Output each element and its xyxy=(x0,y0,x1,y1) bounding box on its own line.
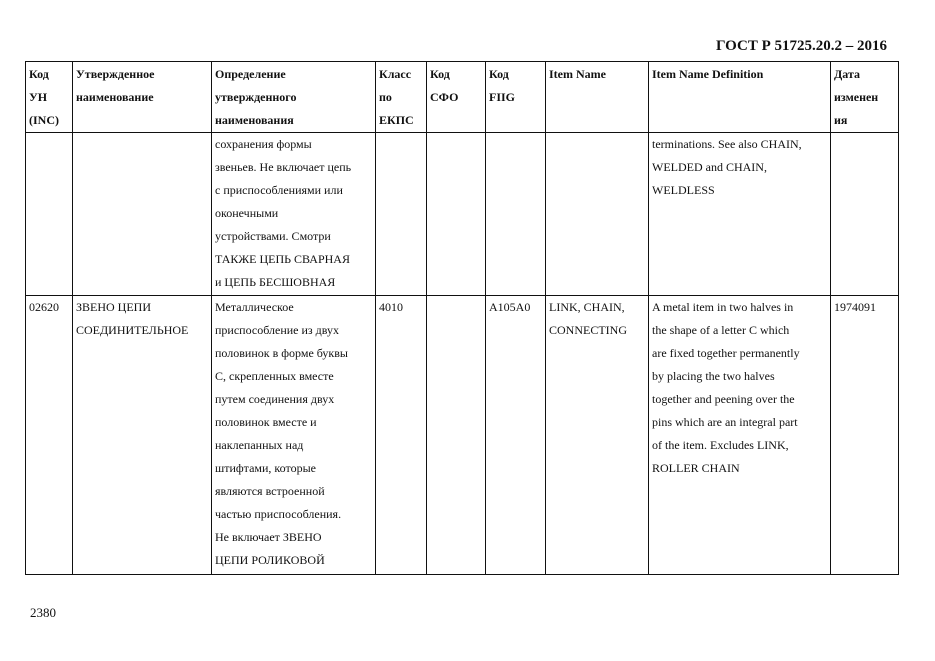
header-line: Код xyxy=(29,67,49,81)
document-code: ГОСТ Р 51725.20.2 – 2016 xyxy=(715,38,887,54)
header-line: ЕКПС xyxy=(379,113,414,127)
cell-line: LINK, CHAIN, xyxy=(549,300,625,314)
column-header-ekps-class xyxy=(376,62,427,133)
cell-line: СОЕДИНИТЕЛЬНОЕ xyxy=(76,323,189,337)
cell-ekps-class xyxy=(376,296,427,575)
cell-change-date xyxy=(831,296,899,575)
header-line: FIIG xyxy=(489,90,516,104)
cell-item-name xyxy=(546,296,649,575)
cell-change-date xyxy=(831,133,899,296)
cell-line: Не включает ЗВЕНО xyxy=(215,530,322,544)
cell-fiig-code xyxy=(486,133,546,296)
cell-line: половинок вместе и xyxy=(215,415,317,429)
header-line: наименование xyxy=(76,90,154,104)
header-line: Определение xyxy=(215,67,286,81)
cell-line: ROLLER CHAIN xyxy=(652,461,740,475)
cell-line: WELDED and CHAIN, xyxy=(652,160,767,174)
table-row xyxy=(26,133,899,296)
header-line: УН xyxy=(29,90,48,104)
cell-line: штифтами, которые xyxy=(215,461,316,475)
cell-line: и ЦЕПЬ БЕСШОВНАЯ xyxy=(215,275,336,289)
cell-line: ЗВЕНО ЦЕПИ xyxy=(76,300,152,314)
header-line: (INC) xyxy=(29,113,59,127)
cell-item-name-definition xyxy=(649,133,831,296)
cell-line: являются встроенной xyxy=(215,484,325,498)
header-line: Утвержденное xyxy=(76,67,155,81)
header-line: СФО xyxy=(430,90,459,104)
cell-sfo-code xyxy=(427,296,486,575)
cell-approved-name xyxy=(73,296,212,575)
cell-line: A105A0 xyxy=(489,300,531,314)
cell-inc xyxy=(26,133,73,296)
cell-line: pins which are an integral part xyxy=(652,415,798,429)
column-header-definition xyxy=(212,62,376,133)
cell-line: terminations. See also CHAIN, xyxy=(652,137,802,151)
column-header-sfo-code xyxy=(427,62,486,133)
cell-ekps-class xyxy=(376,133,427,296)
cell-line: сохранения формы xyxy=(215,137,312,151)
cell-line: путем соединения двух xyxy=(215,392,335,406)
column-header-inc xyxy=(26,62,73,133)
header-line: ия xyxy=(834,113,848,127)
cell-line: наклепанных над xyxy=(215,438,304,452)
cell-line: ЦЕПИ РОЛИКОВОЙ xyxy=(215,553,325,567)
table-header-row xyxy=(26,62,899,133)
table-row xyxy=(26,296,899,575)
cell-line: 4010 xyxy=(379,300,403,314)
header-line: Item Name Definition xyxy=(652,67,764,81)
cell-line: WELDLESS xyxy=(652,183,715,197)
cell-definition xyxy=(212,133,376,296)
cell-line: 1974091 xyxy=(834,300,876,314)
column-header-fiig-code xyxy=(486,62,546,133)
cell-line: половинок в форме буквы xyxy=(215,346,348,360)
header-line: утвержденного xyxy=(215,90,297,104)
cell-item-name xyxy=(546,133,649,296)
cell-item-name-definition xyxy=(649,296,831,575)
cell-line: the shape of a letter C which xyxy=(652,323,790,337)
cell-line: устройствами. Смотри xyxy=(215,229,331,243)
column-header-item-name xyxy=(546,62,649,133)
column-header-item-name-definition xyxy=(649,62,831,133)
cell-line: by placing the two halves xyxy=(652,369,775,383)
cell-line: звеньев. Не включает цепь xyxy=(215,160,352,174)
cell-line: С, скрепленных вместе xyxy=(215,369,334,383)
table-body xyxy=(26,133,899,575)
header-line: изменен xyxy=(834,90,879,104)
cell-line: Металлическое xyxy=(215,300,294,314)
header-line: по xyxy=(379,90,392,104)
cell-line: ТАКЖЕ ЦЕПЬ СВАРНАЯ xyxy=(215,252,350,266)
cell-line: A metal item in two halves in xyxy=(652,300,794,314)
page-number: 2380 xyxy=(30,605,56,620)
column-header-change-date xyxy=(831,62,899,133)
cell-inc xyxy=(26,296,73,575)
cell-approved-name xyxy=(73,133,212,296)
cell-line: 02620 xyxy=(29,300,59,314)
cell-line: together and peening over the xyxy=(652,392,795,406)
cell-fiig-code xyxy=(486,296,546,575)
header-line: Класс xyxy=(379,67,412,81)
header-line: Дата xyxy=(834,67,860,81)
column-header-approved-name xyxy=(73,62,212,133)
cell-line: CONNECTING xyxy=(549,323,627,337)
header-line: наименования xyxy=(215,113,294,127)
cell-line: оконечными xyxy=(215,206,279,220)
cell-sfo-code xyxy=(427,133,486,296)
cell-line: of the item. Excludes LINK, xyxy=(652,438,789,452)
cell-line: приспособление из двух xyxy=(215,323,340,337)
item-name-table xyxy=(25,61,899,575)
header-line: Код xyxy=(489,67,509,81)
header-line: Item Name xyxy=(549,67,606,81)
cell-definition xyxy=(212,296,376,575)
header-line: Код xyxy=(430,67,450,81)
cell-line: частью приспособления. xyxy=(215,507,342,521)
cell-line: с приспособлениями или xyxy=(215,183,343,197)
cell-line: are fixed together permanently xyxy=(652,346,800,360)
